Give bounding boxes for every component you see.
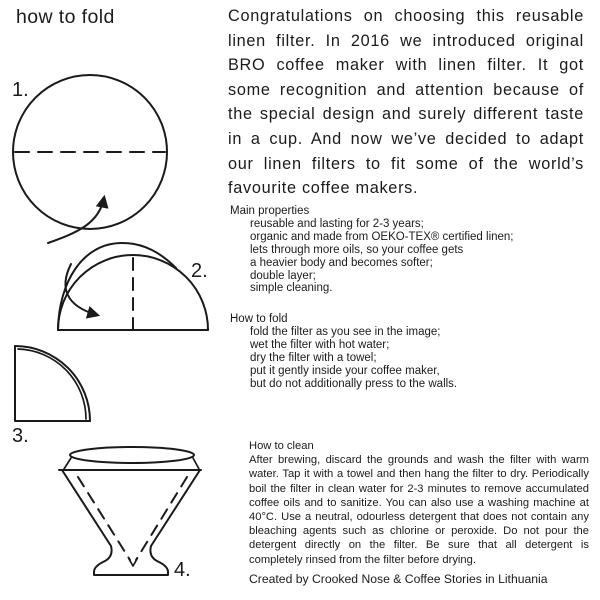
property-item: lets through more oils, so your coffee gets — [250, 243, 464, 256]
intro-paragraph: Congratulations on choosing this reusable linen filter. In 2016 we introduced original BRO coffee maker with linen filter. It got some recognition and attention because of the special design and surely different taste in a cup. And now we’ve decided to adapt our linen filters to fit some of the world’s favourite coffee makers. — [228, 7, 584, 198]
quarter-outer-arc — [15, 346, 90, 421]
quarter-straight-edges — [15, 346, 90, 421]
step-3-label: 3. — [12, 425, 29, 447]
main-properties-heading: Main properties — [230, 205, 310, 217]
how-to-clean-heading: How to clean — [249, 440, 314, 452]
fold-step-item: fold the filter as you see in the image; — [250, 325, 441, 338]
fold-step-item: put it gently inside your coffee maker, — [250, 364, 440, 377]
step-2-half-circle — [58, 243, 208, 330]
filter-rim-ellipse — [70, 447, 194, 463]
filter-dashed-right — [136, 477, 187, 560]
filter-wall-left — [64, 458, 71, 469]
page-title: how to fold — [16, 6, 115, 28]
step-4-dripper — [59, 447, 201, 581]
step-2-label: 2. — [191, 260, 208, 282]
credit-line: Created by Crooked Nose & Coffee Stories in Lithuania — [249, 572, 548, 586]
filter-dashed-tip — [129, 559, 137, 566]
step-3-quarter-circle — [12, 346, 90, 447]
how-to-clean-paragraph: After brewing, discard the grounds and wash the filter with warm water. Tap it with a towel and then hang the filter to dry. Periodically boil the filter in clean water for 2-3 minutes to remove accumulated coffee oils and to sanitize. You can also use a washing machine at 40°C. Use a neutral, odourless detergent that does not contain any bleaching agents such as chlorine or peroxide. Do not pour the detergent directly on the filter. Be sure that all detergent is completely rinsed from the filter before drying. — [249, 454, 589, 566]
quarter-inner-arc — [18, 349, 86, 419]
step-1-flat-circle — [12, 75, 167, 243]
fold-step-item: dry the filter with a towel; — [250, 351, 377, 364]
main-properties-list — [230, 218, 580, 295]
filter-wall-right — [193, 458, 199, 469]
how-to-clean-section — [249, 439, 589, 567]
property-item: organic and made from OEKO-TEX® certified linen; — [250, 230, 514, 243]
fold-step-item: wet the filter with hot water; — [250, 338, 390, 351]
how-to-fold-heading: How to fold — [230, 313, 288, 325]
property-item: a heavier body and becomes softer; — [250, 256, 433, 269]
how-to-fold-list — [230, 326, 580, 391]
step-4-label: 4. — [174, 559, 191, 581]
property-item: simple cleaning. — [250, 282, 333, 295]
step-1-label: 1. — [12, 79, 29, 101]
how-to-fold-section — [230, 313, 580, 390]
fold-steps-diagram — [0, 0, 230, 600]
property-item: double layer; — [250, 269, 316, 282]
filter-dashed-left — [78, 477, 130, 560]
main-properties-section — [230, 205, 580, 295]
property-item: reusable and lasting for 2-3 years; — [250, 217, 424, 230]
fold-step-item: but do not additionally press to the walls. — [250, 377, 458, 390]
